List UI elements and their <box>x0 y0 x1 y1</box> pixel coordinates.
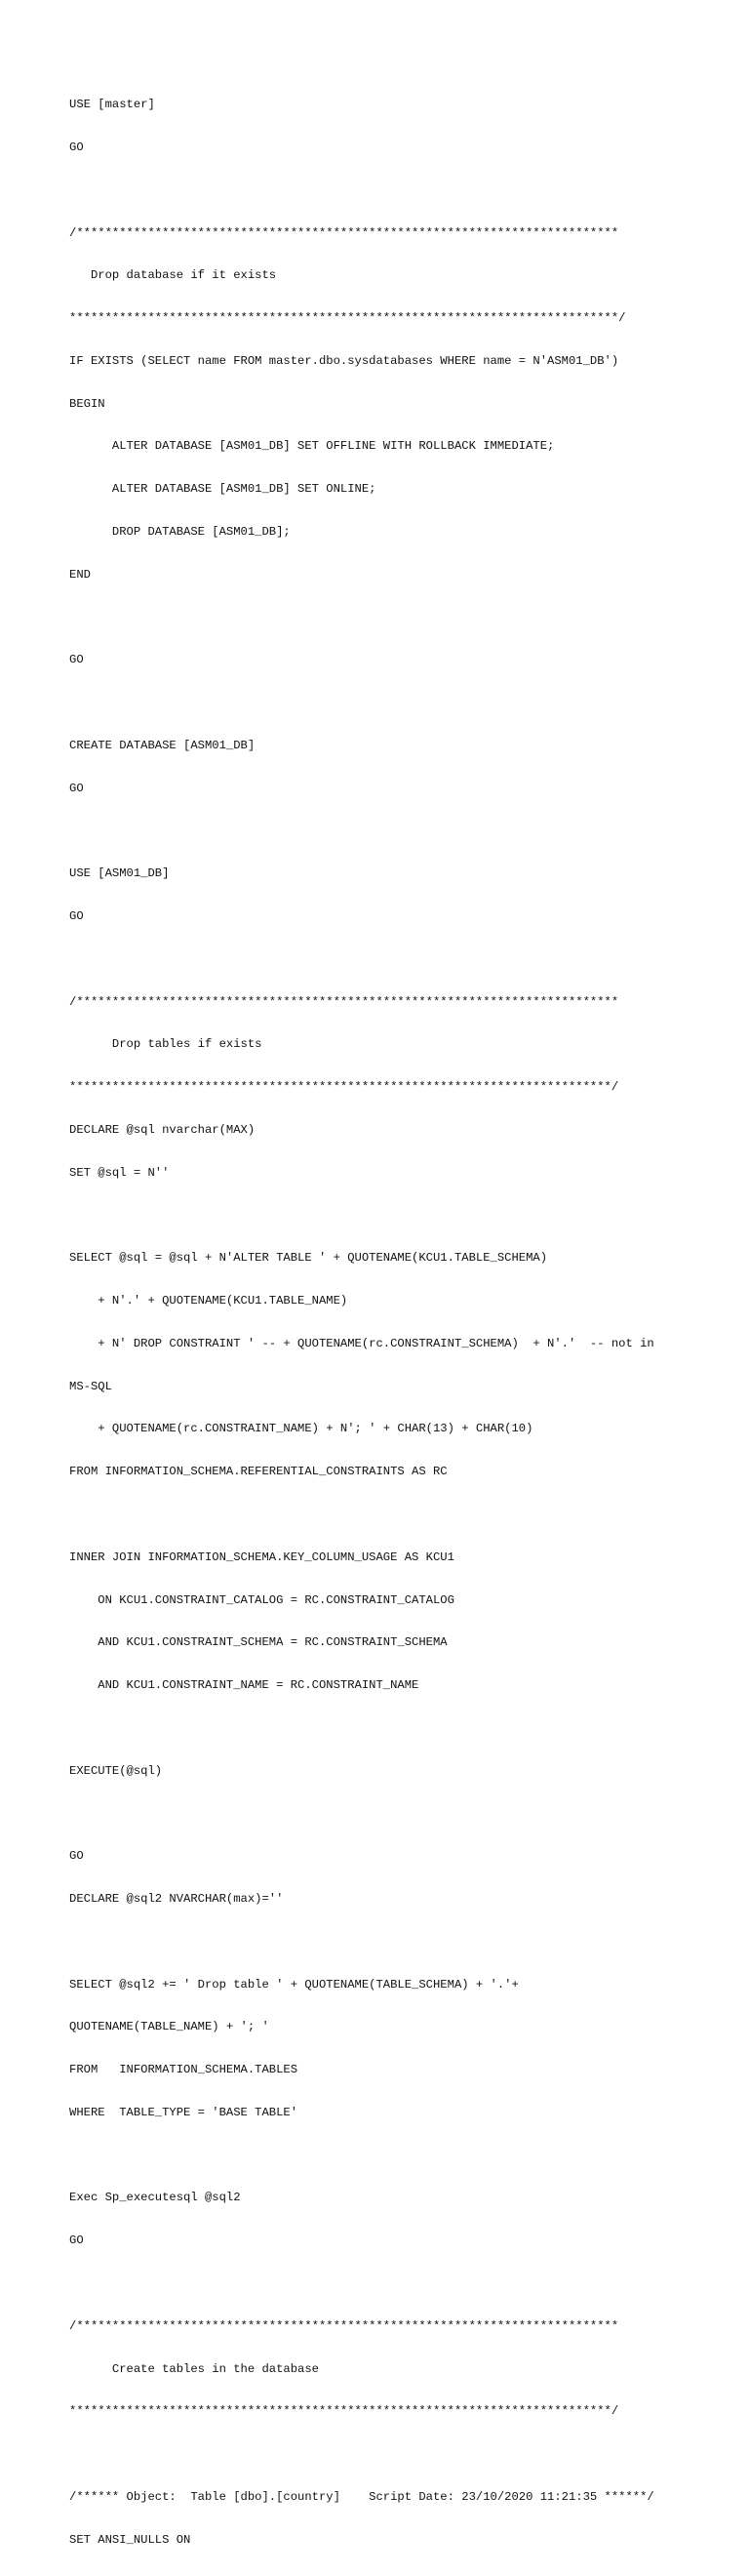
code-line: + N'.' + QUOTENAME(KCU1.TABLE_NAME) <box>69 1294 348 1308</box>
code-line: SELECT @sql = @sql + N'ALTER TABLE ' + QUOTENAME(KCU1.TABLE_SCHEMA) <box>69 1251 548 1266</box>
code-line: GO <box>69 1849 84 1864</box>
code-line: QUOTENAME(TABLE_NAME) + '; ' <box>69 2020 269 2034</box>
code-line: SET @sql = N'' <box>69 1165 170 1180</box>
code-line: BEGIN <box>69 396 105 411</box>
code-line: IF EXISTS (SELECT name FROM master.dbo.sysdatabases WHERE name = N'ASM01_DB') <box>69 353 619 368</box>
code-line <box>69 183 654 198</box>
code-line: ON KCU1.CONSTRAINT_CATALOG = RC.CONSTRAINT_CATALOG <box>69 1592 454 1607</box>
code-line: CREATE DATABASE [ASM01_DB] <box>69 738 256 752</box>
code-line: /**************************************************************************** <box>69 994 619 1009</box>
code-line: GO <box>69 909 84 924</box>
code-line <box>69 1806 654 1821</box>
code-line: Create tables in the database <box>69 2361 319 2376</box>
code-line: Drop database if it exists <box>69 268 277 283</box>
code-line: END <box>69 567 91 582</box>
code-line <box>69 696 654 710</box>
code-line <box>69 952 654 967</box>
code-line: AND KCU1.CONSTRAINT_SCHEMA = RC.CONSTRAINT_SCHEMA <box>69 1635 448 1650</box>
code-line: /**************************************************************************** <box>69 225 619 240</box>
sql-script <box>69 69 654 2576</box>
code-line: FROM INFORMATION_SCHEMA.TABLES <box>69 2063 298 2077</box>
code-line: ****************************************************************************/ <box>69 1080 619 1095</box>
code-line <box>69 611 654 625</box>
code-line: USE [master] <box>69 98 155 112</box>
code-line: Exec Sp_executesql @sql2 <box>69 2191 241 2205</box>
code-line: *****************************************************************************/ <box>69 311 626 326</box>
code-line: SELECT @sql2 += ' Drop table ' + QUOTENAME(TABLE_SCHEMA) + '.'+ <box>69 1977 519 1992</box>
code-line: GO <box>69 781 84 795</box>
code-line: GO <box>69 140 84 154</box>
code-line: GO <box>69 653 84 667</box>
code-line: GO <box>69 2234 84 2248</box>
code-line: INNER JOIN INFORMATION_SCHEMA.KEY_COLUMN_USAGE AS KCU1 <box>69 1550 454 1564</box>
code-line: ****************************************************************************/ <box>69 2404 619 2419</box>
code-line: DECLARE @sql nvarchar(MAX) <box>69 1122 256 1137</box>
code-line: FROM INFORMATION_SCHEMA.REFERENTIAL_CONSTRAINTS AS RC <box>69 1465 448 1479</box>
code-line <box>69 1508 654 1522</box>
code-line <box>69 2149 654 2163</box>
code-line: + N' DROP CONSTRAINT ' -- + QUOTENAME(rc.CONSTRAINT_SCHEMA) + N'.' -- not in <box>69 1336 654 1350</box>
code-line: /**************************************************************************** <box>69 2318 619 2333</box>
code-line: Drop tables if exists <box>69 1037 262 1052</box>
code-line: AND KCU1.CONSTRAINT_NAME = RC.CONSTRAINT_NAME <box>69 1678 419 1693</box>
code-line <box>69 2276 654 2291</box>
code-line: /****** Object: Table [dbo].[country] Script Date: 23/10/2020 11:21:35 ******/ <box>69 2489 654 2504</box>
code-line: EXECUTE(@sql) <box>69 1763 163 1778</box>
code-line <box>69 824 654 838</box>
code-line: + QUOTENAME(rc.CONSTRAINT_NAME) + N'; ' + CHAR(13) + CHAR(10) <box>69 1422 533 1436</box>
code-line: DROP DATABASE [ASM01_DB]; <box>69 525 291 539</box>
code-line <box>69 2447 654 2462</box>
code-line: ALTER DATABASE [ASM01_DB] SET ONLINE; <box>69 482 376 497</box>
code-line: MS-SQL <box>69 1379 112 1393</box>
code-line: DECLARE @sql2 NVARCHAR(max)='' <box>69 1892 284 1906</box>
code-line: WHERE TABLE_TYPE = 'BASE TABLE' <box>69 2105 298 2119</box>
code-line: ALTER DATABASE [ASM01_DB] SET OFFLINE WITH ROLLBACK IMMEDIATE; <box>69 439 555 454</box>
code-line: USE [ASM01_DB] <box>69 866 170 881</box>
code-line <box>69 1935 654 1950</box>
code-line: SET ANSI_NULLS ON <box>69 2532 191 2547</box>
code-line <box>69 1721 654 1736</box>
code-line <box>69 1209 654 1224</box>
